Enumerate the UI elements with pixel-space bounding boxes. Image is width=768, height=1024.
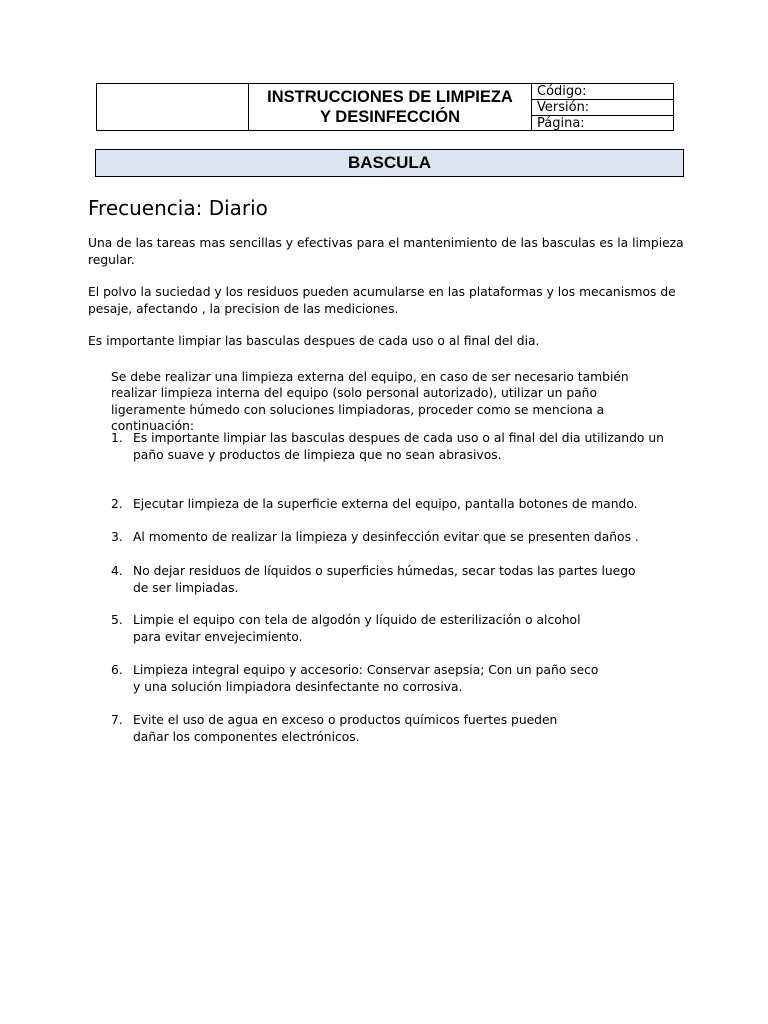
step-item [111,563,643,596]
logo-cell [97,84,249,130]
step-text: Limpie el equipo con tela de algodón y líquido de esterilización o alcohol para evitar envejecimiento. [133,613,581,644]
version-field: Versión: [532,100,673,116]
step-number: 4. [111,564,123,578]
step-number: 2. [111,497,123,511]
dust-paragraph: El polvo la suciedad y los residuos pueden acumularse en las plataformas y los mecanismos de pesaje, afectando , la precision de las mediciones. [88,285,676,316]
step-number: 5. [111,613,123,627]
document-title [249,84,532,130]
importance-paragraph: Es importante limpiar las basculas despues de cada uso o al final del dia. [88,334,540,348]
step-text: Limpieza integral equipo y accesorio: Conservar asepsia; Con un paño seco y una solución limpiadora desinfectante no corrosiva. [133,663,599,694]
step-text: Ejecutar limpieza de la superficie externa del equipo, pantalla botones de mando. [133,497,638,511]
code-field: Código: [532,84,673,100]
frequency-heading: Frecuencia: Diario [88,196,268,220]
section-title: BASCULA [95,149,684,177]
step-text: Al momento de realizar la limpieza y desinfección evitar que se presenten daños . [133,530,639,544]
procedure-paragraph: Se debe realizar una limpieza externa del equipo, en caso de ser necesario también realizar limpieza interna del equipo (solo personal autorizado), utilizar un paño ligeramente húmedo con soluciones limpiadoras, proceder como se menciona a continuación: [111,369,629,433]
step-text: Es importante limpiar las basculas despues de cada uso o al final del dia utilizando un paño suave y productos de limpieza que no sean abrasivos. [133,431,664,462]
step-number: 7. [111,713,123,727]
document-header [96,83,674,131]
title-line-2: Y DESINFECCIÓN [320,108,460,126]
step-number: 3. [111,530,123,544]
step-item [111,612,583,645]
step-number: 1. [111,431,123,445]
step-text: No dejar residuos de líquidos o superficies húmedas, secar todas las partes luego de ser limpiadas. [133,564,636,595]
step-text: Evite el uso de agua en exceso o productos químicos fuertes pueden dañar los componentes electrónicos. [133,713,558,744]
step-item [111,712,593,745]
document-body [88,195,698,435]
intro-paragraph: Una de las tareas mas sencillas y efectivas para el mantenimiento de las basculas es la limpieza regular. [88,236,684,267]
step-item [111,662,603,695]
page-field: Página: [537,116,585,131]
document-meta [532,84,673,130]
step-item [111,496,673,513]
step-number: 6. [111,663,123,677]
step-item [111,430,673,463]
step-item [111,529,673,546]
title-line-1: INSTRUCCIONES DE LIMPIEZA [267,88,513,106]
